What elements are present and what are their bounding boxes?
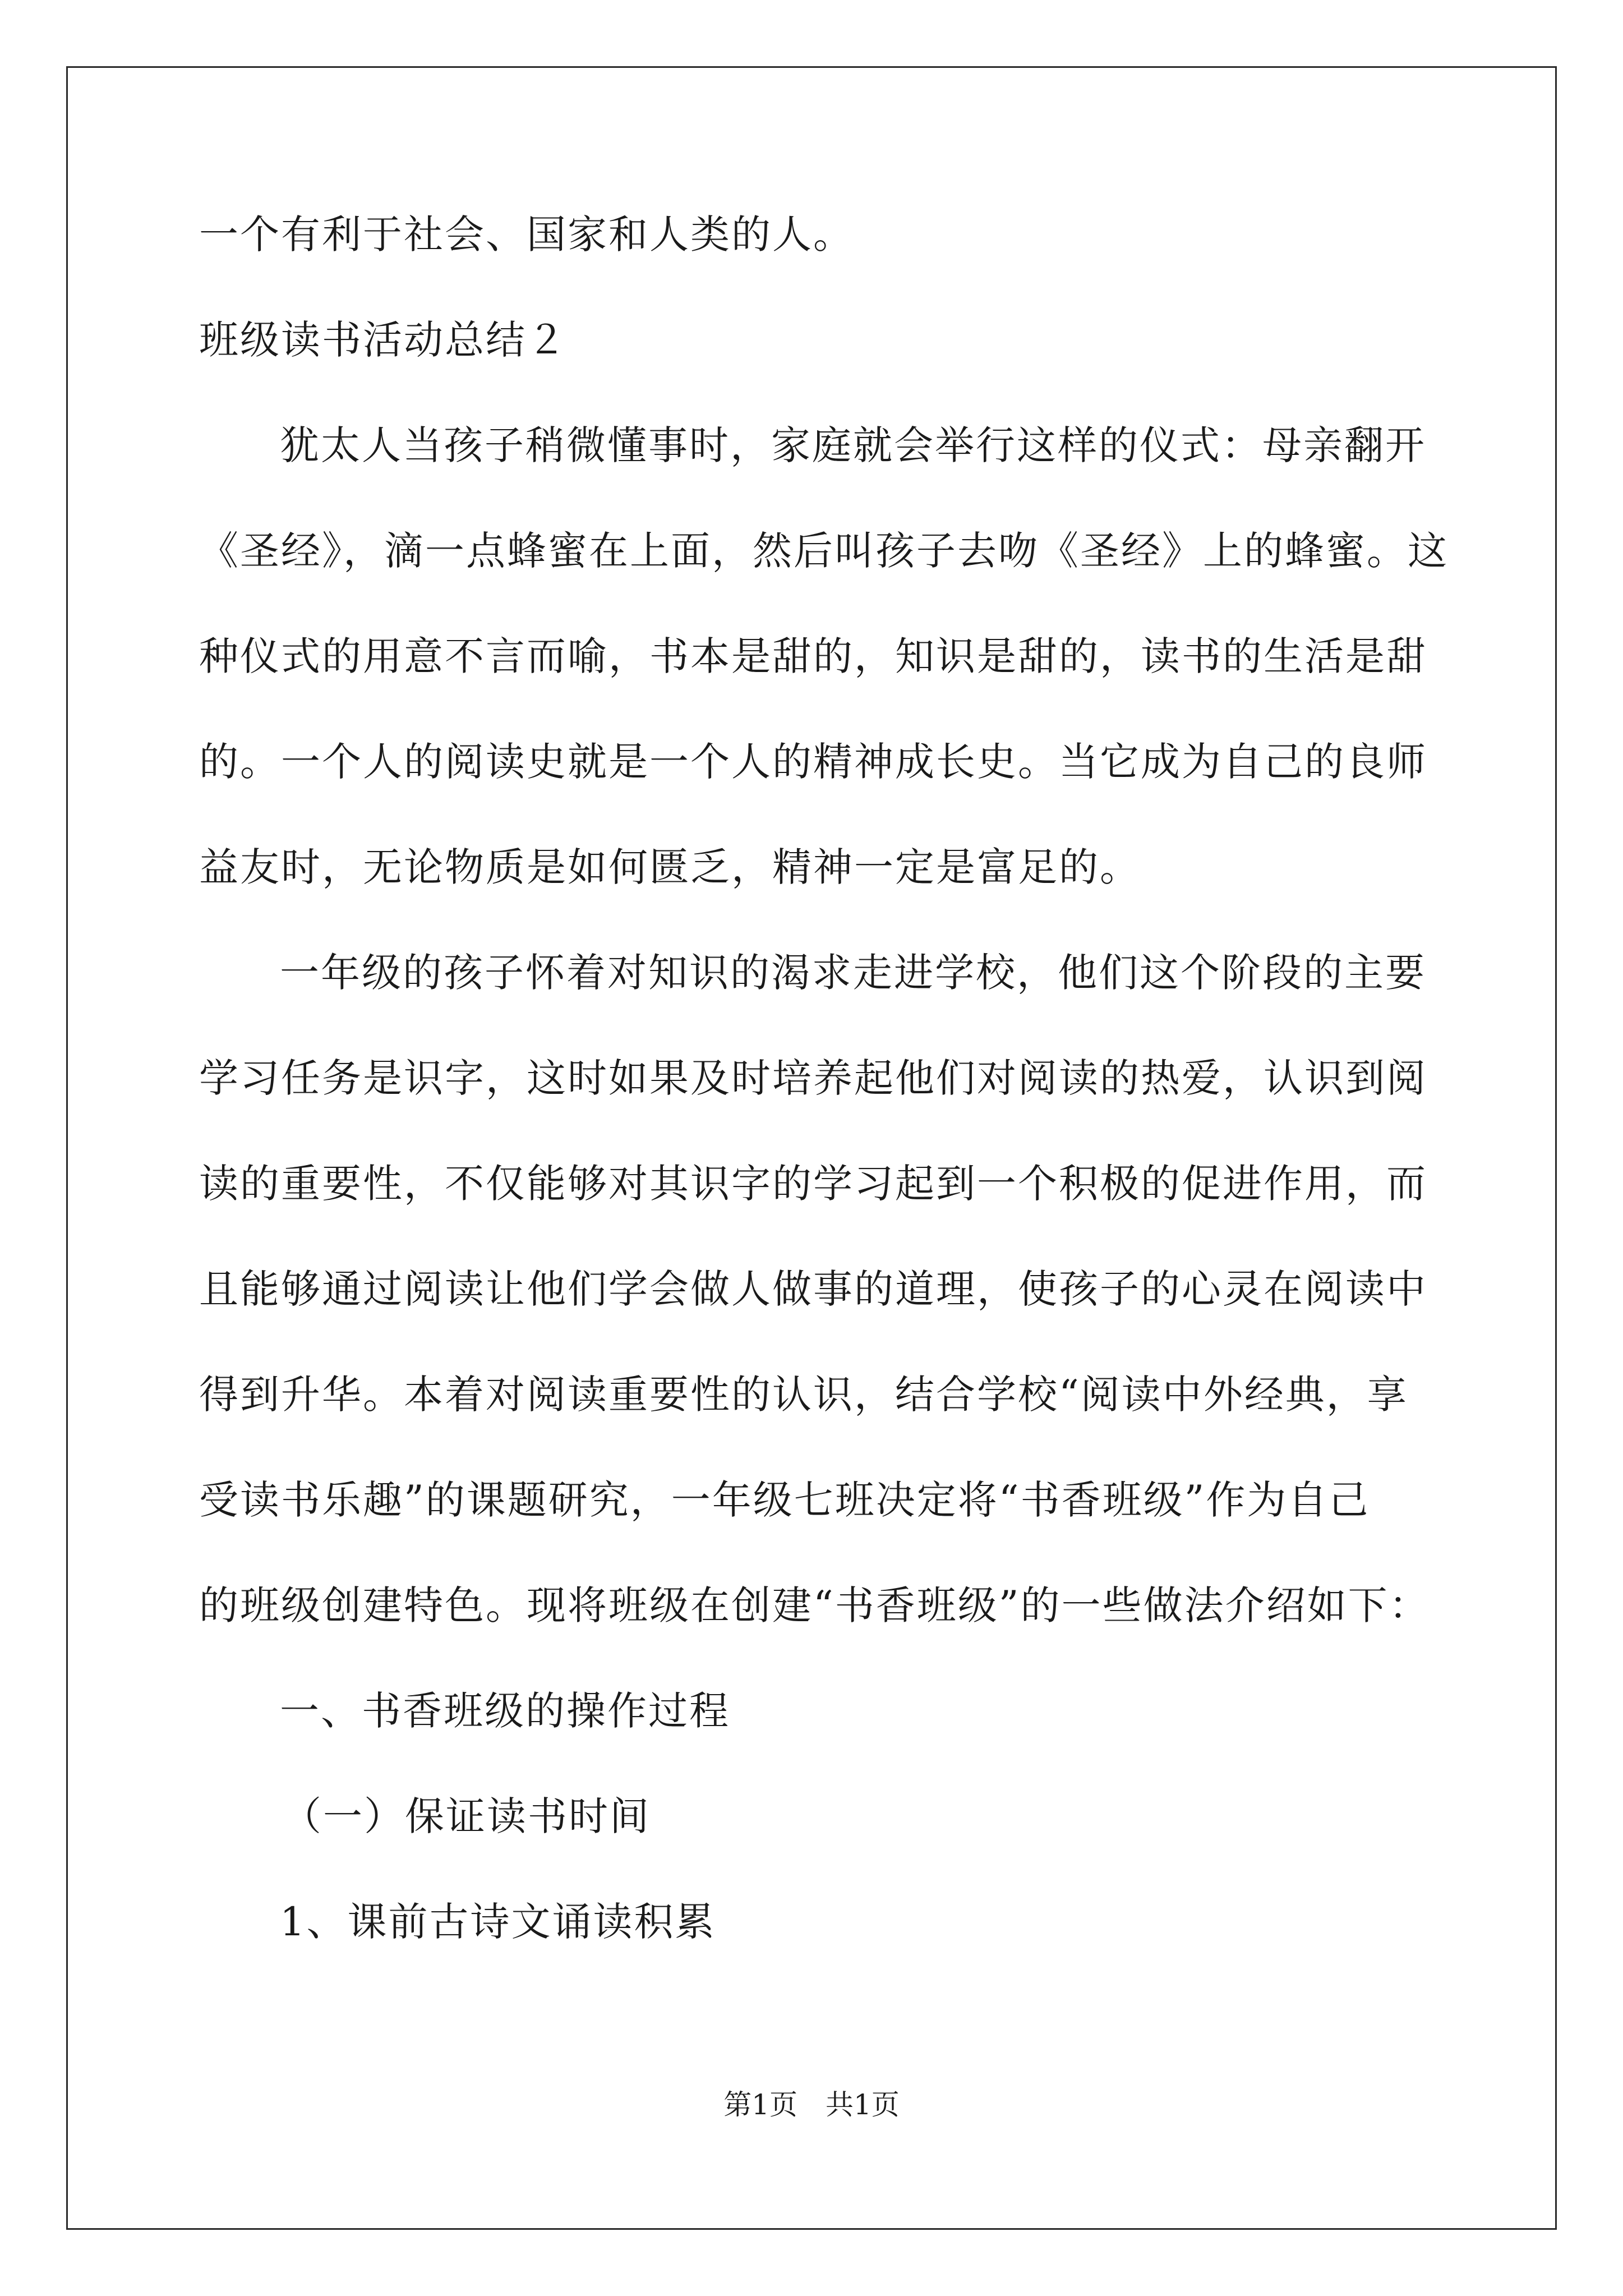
- text-line-14: 的班级创建特色。现将班级在创建“书香班级”的一些做法介绍如下：: [199, 1582, 1430, 1628]
- text-line-3: 犹太人当孩子稍微懂事时，家庭就会举行这样的仪式：母亲翻开: [280, 422, 1426, 468]
- text-line-1: 一个有利于社会、国家和人类的人。: [199, 211, 854, 257]
- text-line-6: 的。一个人的阅读史就是一个人的精神成长史。当它成为自己的良师: [199, 739, 1427, 785]
- subheading-2: （一）保证读书时间: [282, 1793, 651, 1839]
- text-line-13: 受读书乐趣”的课题研究，一年级七班决定将“书香班级”作为自己: [199, 1477, 1370, 1523]
- subheading-1: 一、书香班级的操作过程: [280, 1688, 730, 1734]
- document-body: [199, 208, 1449, 2000]
- page-footer: 第1页 共1页: [723, 2088, 900, 2121]
- subheading-3: 1、课前古诗文诵读积累: [280, 1899, 716, 1945]
- text-line-11: 且能够通过阅读让他们学会做人做事的道理，使孩子的心灵在阅读中: [199, 1266, 1427, 1312]
- text-line-5: 种仪式的用意不言而喻，书本是甜的，知识是甜的，读书的生活是甜: [199, 633, 1427, 679]
- text-line-8: 一年级的孩子怀着对知识的渴求走进学校，他们这个阶段的主要: [280, 950, 1426, 996]
- text-line-12: 得到升华。本着对阅读重要性的认识，结合学校“阅读中外经典，享: [199, 1372, 1408, 1418]
- section-heading: 班级读书活动总结２: [199, 317, 568, 363]
- text-line-7: 益友时，无论物质是如何匮乏，精神一定是富足的。: [199, 844, 1141, 890]
- text-line-9: 学习任务是识字，这时如果及时培养起他们对阅读的热爱，认识到阅: [199, 1055, 1427, 1101]
- text-line-10: 读的重要性，不仅能够对其识字的学习起到一个积极的促进作用，而: [199, 1161, 1427, 1207]
- text-line-4: 《圣经》，滴一点蜂蜜在上面，然后叫孩子去吻《圣经》上的蜂蜜。这: [199, 528, 1449, 574]
